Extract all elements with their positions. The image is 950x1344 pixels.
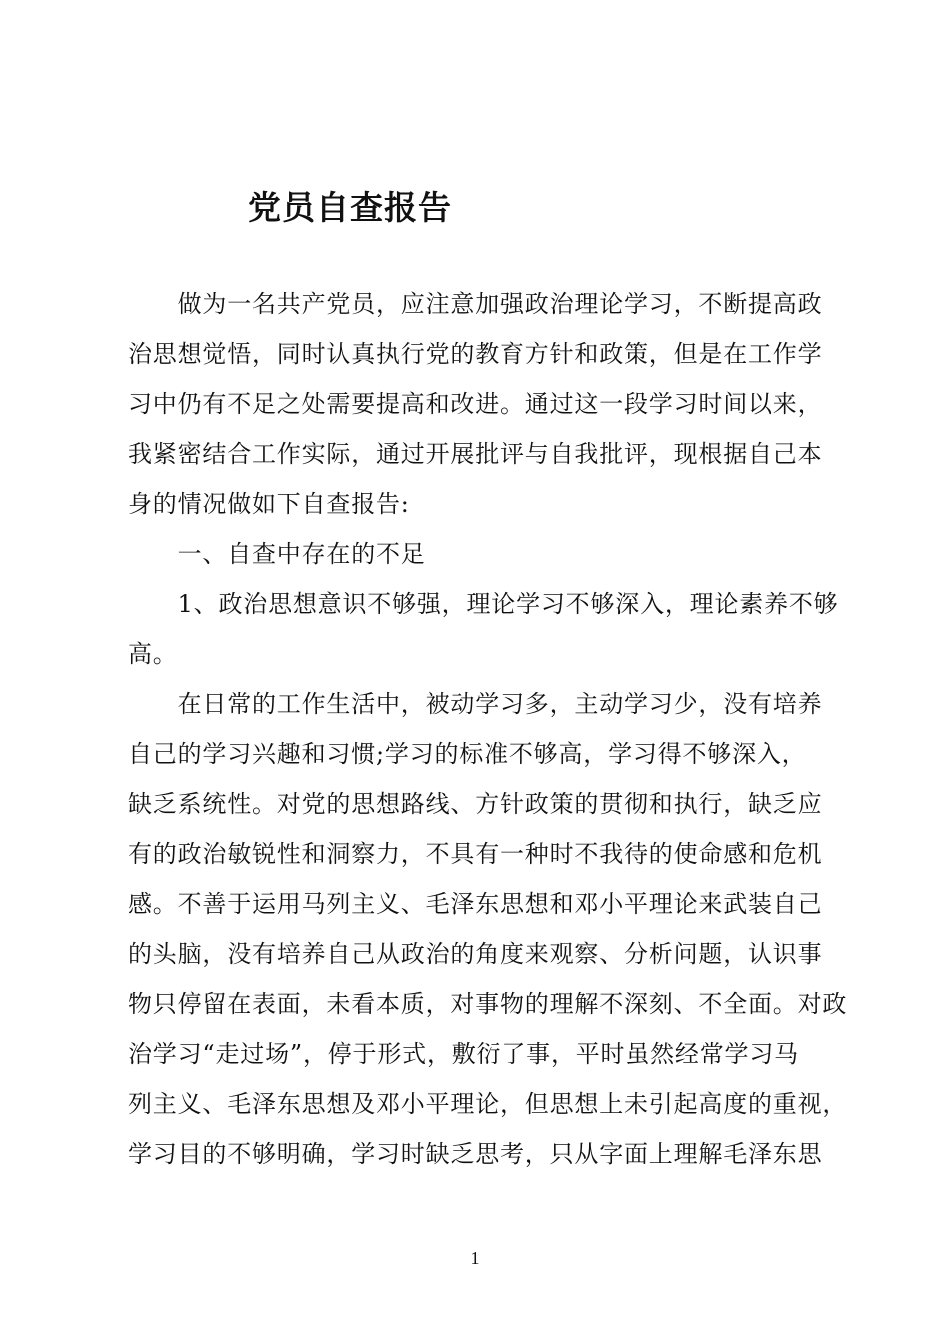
body-line: 做为一名共产党员，应注意加强政治理论学习，不断提高政 [128, 290, 823, 318]
body-line: 物只停留在表面，未看本质，对事物的理解不深刻、不全面。对政 [128, 990, 848, 1018]
body-line: 1、政治思想意识不够强，理论学习不够深入，理论素养不够 [128, 590, 839, 618]
body-line: 自己的学习兴趣和习惯;学习的标准不够高，学习得不够深入， [128, 740, 807, 768]
body-line: 习中仍有不足之处需要提高和改进。通过这一段学习时间以来， [128, 390, 823, 418]
page-number: 1 [470, 1248, 480, 1268]
body-line: 身的情况做如下自查报告: [128, 490, 410, 518]
body-line: 感。不善于运用马列主义、毛泽东思想和邓小平理论来武装自己 [128, 890, 823, 918]
body-line: 的头脑，没有培养自己从政治的角度来观察、分析问题，认识事 [128, 940, 823, 968]
body-line: 学习目的不够明确，学习时缺乏思考，只从字面上理解毛泽东思 [128, 1140, 823, 1168]
body-line: 缺乏系统性。对党的思想路线、方针政策的贯彻和执行，缺乏应 [128, 790, 823, 818]
section-heading: 一、自查中存在的不足 [128, 540, 426, 568]
body-line: 我紧密结合工作实际，通过开展批评与自我批评，现根据自己本 [128, 440, 823, 468]
body-line: 治思想觉悟，同时认真执行党的教育方针和政策，但是在工作学 [128, 340, 823, 368]
body-line: 列主义、毛泽东思想及邓小平理论，但思想上未引起高度的重视， [128, 1090, 848, 1118]
body-line: 有的政治敏锐性和洞察力，不具有一种时不我待的使命感和危机 [128, 840, 823, 868]
body-line: 高。 [128, 640, 178, 668]
body-line: 在日常的工作生活中，被动学习多，主动学习少，没有培养 [128, 690, 823, 718]
page-title: 党员自查报告 [248, 188, 452, 227]
body-line: 治学习“走过场”，停于形式，敷衍了事，平时虽然经常学习马 [128, 1040, 799, 1068]
